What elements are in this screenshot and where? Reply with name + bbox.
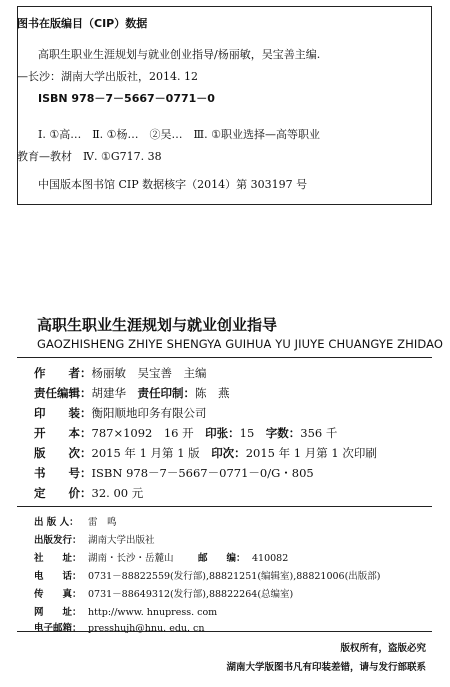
author-value: 杨丽敏 吴宝善 主编: [91, 366, 207, 380]
publisher-value: 雷 鸣: [88, 517, 117, 528]
website-row: [34, 604, 217, 618]
impression-label: 印次：: [211, 446, 246, 460]
fax-label: 传 真：: [34, 589, 82, 600]
phone-row: [34, 568, 381, 582]
phone-value: 0731－88822559(发行部),88821251(编辑室),88821006(出版部): [88, 571, 381, 582]
price-row: [34, 485, 143, 501]
editor-row: [34, 385, 230, 401]
email-label: 电子邮箱：: [34, 623, 82, 634]
email-value: presshujh@hnu. edu. cn: [88, 623, 205, 634]
editor-label: 责任编辑：: [34, 386, 92, 400]
sheets-value: 15: [239, 426, 266, 440]
address-value: 湖南・长沙・岳麓山: [88, 553, 174, 564]
divider: [17, 357, 432, 358]
book-number-value: ISBN 978－7－5667－0771－0/G・805: [91, 466, 314, 480]
divider: [17, 506, 432, 507]
address-label: 社 址：: [34, 553, 82, 564]
format-row: [34, 425, 337, 441]
print-supervisor-value: 陈 燕: [195, 386, 230, 400]
publisher-row: [34, 514, 117, 528]
cip-line-1: 高职生职业生涯规划与就业创业指导/杨丽敏，吴宝善主编.: [38, 48, 321, 61]
cip-record-number: 中国版本图书馆 CIP 数据核字（2014）第 303197 号: [38, 178, 308, 191]
printer-row: [34, 405, 207, 421]
distributor-label: 出版发行：: [34, 535, 82, 546]
format-label: 开 本：: [34, 426, 92, 440]
divider: [17, 631, 432, 632]
words-label: 字数：: [265, 426, 301, 440]
distributor-row: [34, 532, 155, 546]
editor-value: 胡建华: [91, 386, 138, 400]
misprint-notice: 湖南大学版图书凡有印装差错，请与发行部联系: [226, 662, 426, 673]
fax-value: 0731－88649312(发行部),88822264(总编室): [88, 589, 294, 600]
price-label: 定 价：: [34, 486, 92, 500]
print-supervisor-label: 责任印制：: [137, 386, 195, 400]
cip-isbn: ISBN 978－7－5667－0771－0: [38, 92, 215, 105]
impression-value: 2015 年 1 月第 1 次印刷: [245, 446, 377, 460]
format-value: 787×1092 16 开: [91, 426, 206, 440]
sheets-label: 印张：: [205, 426, 240, 440]
price-value: 32. 00 元: [91, 486, 144, 500]
website-value: http://www. hnupress. com: [88, 607, 218, 618]
cip-title: 图书在版编目（CIP）数据: [17, 17, 148, 30]
edition-label: 版 次：: [34, 446, 92, 460]
cip-line-4: Ⅰ. ①高… Ⅱ. ①杨… ②吴… Ⅲ. ①职业选择—高等职业: [38, 128, 320, 141]
cip-line-2: —长沙：湖南大学出版社，2014. 12: [17, 70, 198, 83]
postcode-label: 邮 编：: [198, 553, 246, 564]
website-label: 网 址：: [34, 607, 82, 618]
phone-label: 电 话：: [34, 571, 82, 582]
words-value: 356 千: [300, 426, 338, 440]
author-label: 作 者：: [34, 366, 92, 380]
author-row: [34, 365, 207, 381]
printer-value: 衡阳顺地印务有限公司: [91, 406, 207, 420]
book-title-pinyin: GAOZHISHENG ZHIYE SHENGYA GUIHUA YU JIUYE CHUANGYE ZHIDAO: [37, 337, 443, 351]
address-row: [34, 550, 288, 564]
printer-label: 印 装：: [34, 406, 92, 420]
book-title: 高职生职业生涯规划与就业创业指导: [37, 316, 278, 334]
book-number-row: [34, 465, 314, 481]
copyright-notice: 版权所有，盗版必究: [340, 643, 426, 654]
cip-line-5: 教育—教材 Ⅳ. ①G717. 38: [17, 150, 162, 163]
distributor-value: 湖南大学出版社: [88, 535, 155, 546]
book-number-label: 书 号：: [34, 466, 92, 480]
postcode-value: 410082: [252, 553, 289, 564]
publisher-label: 出 版 人：: [34, 517, 79, 528]
fax-row: [34, 586, 293, 600]
edition-row: [34, 445, 377, 461]
edition-value: 2015 年 1 月第 1 版: [91, 446, 212, 460]
